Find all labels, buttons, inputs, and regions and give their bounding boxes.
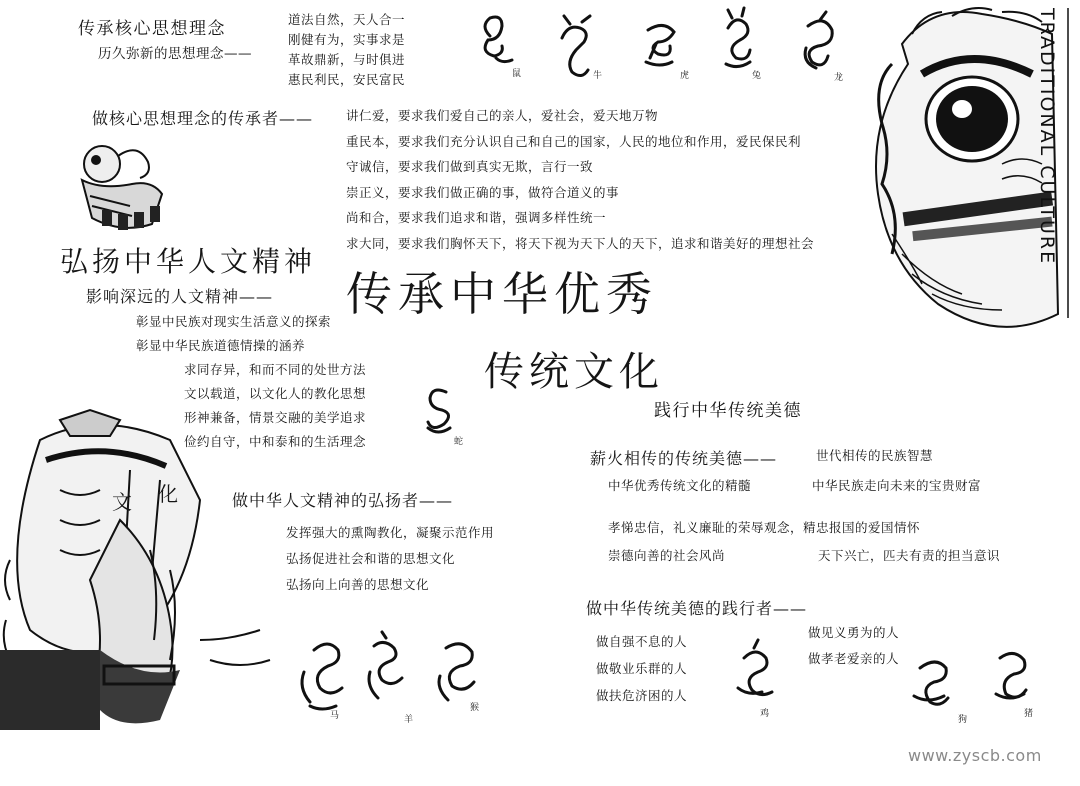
core-inheritor-item: 尚和合，要求我们追求和谐，强调多样性统一: [346, 210, 607, 225]
drum-scroll-illustration: [0, 400, 270, 730]
virtue-row1-left: 中华优秀传统文化的精髓: [608, 478, 752, 493]
zodiac-bottom-left: [290, 632, 490, 722]
core-heading: 传承核心思想理念: [78, 19, 226, 39]
page-subtitle: 传统文化: [484, 349, 664, 395]
core-inheritor-item: 守诚信，要求我们做到真实无欺，言行一致: [346, 159, 594, 174]
core-inheritor-item: 讲仁爱，要求我们爱自己的亲人，爱社会，爱天地万物: [346, 108, 659, 123]
zodiac-label: 猴: [470, 703, 480, 713]
core-item: 革故鼎新，与时俱进: [288, 52, 406, 67]
vertical-rule: [1066, 8, 1070, 318]
core-items: [288, 10, 405, 90]
humanism-item: 俭约自守，中和泰和的生活理念: [184, 434, 367, 449]
humanism-promoter-item: 弘扬向上向善的思想文化: [286, 577, 430, 592]
drum-base: [0, 650, 100, 730]
zodiac-top-row: [470, 8, 870, 88]
virtue-row2: 孝悌忠信，礼义廉耻的荣辱观念，精忠报国的爱国情怀: [608, 520, 921, 535]
virtue-left-items: [596, 628, 687, 709]
humanism-item: 求同存异，和而不同的处世方法: [184, 362, 367, 377]
virtue-item: 做敬业乐群的人: [596, 661, 688, 676]
small-lion-illustration: [62, 136, 172, 236]
zodiac-label: 虎: [680, 71, 690, 81]
core-item: 道法自然，天人合一: [288, 12, 406, 27]
horse-icon: [302, 644, 342, 709]
humanism-promoter-heading: 做中华人文精神的弘扬者——: [232, 491, 454, 510]
core-item: 刚健有为，实事求是: [288, 32, 406, 47]
humanism-heading: 弘扬中华人文精神: [60, 245, 317, 278]
zodiac-label: 狗: [958, 715, 968, 725]
virtue-item: 做自强不息的人: [596, 634, 688, 649]
dog-icon: [914, 662, 948, 704]
humanism-item: 彰显中华民族道德情操的涵养: [136, 338, 306, 353]
virtue-row1-right: 中华民族走向未来的宝贵财富: [812, 478, 982, 493]
core-item: 惠民利民，安民富民: [288, 72, 406, 87]
drum-char-left: 文: [112, 490, 132, 514]
core-inheritor-items: [346, 103, 814, 256]
virtue-practicer-heading: 做中华传统美德的践行者——: [586, 599, 808, 618]
virtue-item: 做孝老爱亲的人: [808, 651, 900, 666]
zodiac-label: 龙: [834, 73, 844, 83]
vertical-title: TRADITIONAL CULTURE: [1036, 8, 1058, 266]
drum-char-right: 化: [158, 482, 178, 506]
rabbit-icon: [726, 8, 750, 67]
virtue-item: 做见义勇为的人: [808, 625, 900, 640]
page-title: 传承中华优秀: [346, 267, 658, 321]
humanism-item: 彰显中民族对现实生活意义的探索: [136, 314, 332, 329]
zodiac-label: 鼠: [512, 69, 522, 79]
sheep-icon: [369, 632, 402, 698]
humanism-item: 文以载道，以文化人的教化思想: [184, 386, 367, 401]
zodiac-label: 马: [330, 711, 340, 721]
virtue-item: 做扶危济困的人: [596, 688, 688, 703]
virtue-sub: 薪火相传的传统美德——: [590, 449, 778, 468]
zodiac-label: 兔: [752, 71, 762, 81]
humanism-item: 形神兼备，情景交融的美学追求: [184, 410, 367, 425]
humanism-promoter-item: 发挥强大的熏陶教化，凝聚示范作用: [286, 525, 495, 540]
zodiac-label: 牛: [593, 71, 603, 81]
rat-icon: [485, 17, 512, 62]
lion-head-illustration: [862, 4, 1062, 324]
humanism-promoter-item: 弘扬促进社会和谐的思想文化: [286, 551, 456, 566]
zodiac-label: 猪: [1024, 709, 1034, 719]
core-inheritor-item: 崇正义，要求我们做正确的事，做符合道义的事: [346, 184, 620, 200]
virtue-sub-right: 世代相传的民族智慧: [816, 448, 934, 463]
snake-icon: [420, 382, 460, 442]
zodiac-label: 蛇: [454, 437, 464, 447]
zodiac-label: 鸡: [760, 709, 770, 719]
humanism-promoter-items: [286, 520, 494, 598]
dragon-icon: [805, 12, 832, 68]
virtue-heading: 践行中华传统美德: [654, 401, 802, 421]
core-inheritor-item: 重民本，要求我们充分认识自己和自己的国家，人民的地位和作用，爱民保民利: [346, 133, 802, 149]
zodiac-bottom-right: [724, 638, 1054, 718]
zodiac-label: 羊: [404, 715, 414, 725]
pig-icon: [996, 653, 1026, 698]
core-inheritor-item: 求大同，要求我们胸怀天下，将天下视为天下人的天下，追求和谐美好的理想社会: [346, 235, 815, 251]
core-sub: 历久弥新的思想理念——: [98, 46, 252, 62]
virtue-row3-right: 天下兴亡，匹夫有责的担当意识: [818, 548, 1001, 563]
ox-icon: [562, 16, 590, 76]
rooster-icon: [738, 640, 772, 695]
humanism-items: [136, 310, 331, 358]
core-inheritor-heading: 做核心思想理念的传承者——: [92, 109, 314, 128]
monkey-icon: [439, 644, 474, 700]
watermark: www.zyscb.com: [908, 746, 1042, 765]
tiger-icon: [646, 25, 674, 65]
humanism-sub: 影响深远的人文精神——: [86, 287, 274, 306]
virtue-row3-left: 崇德向善的社会风尚: [608, 548, 726, 563]
